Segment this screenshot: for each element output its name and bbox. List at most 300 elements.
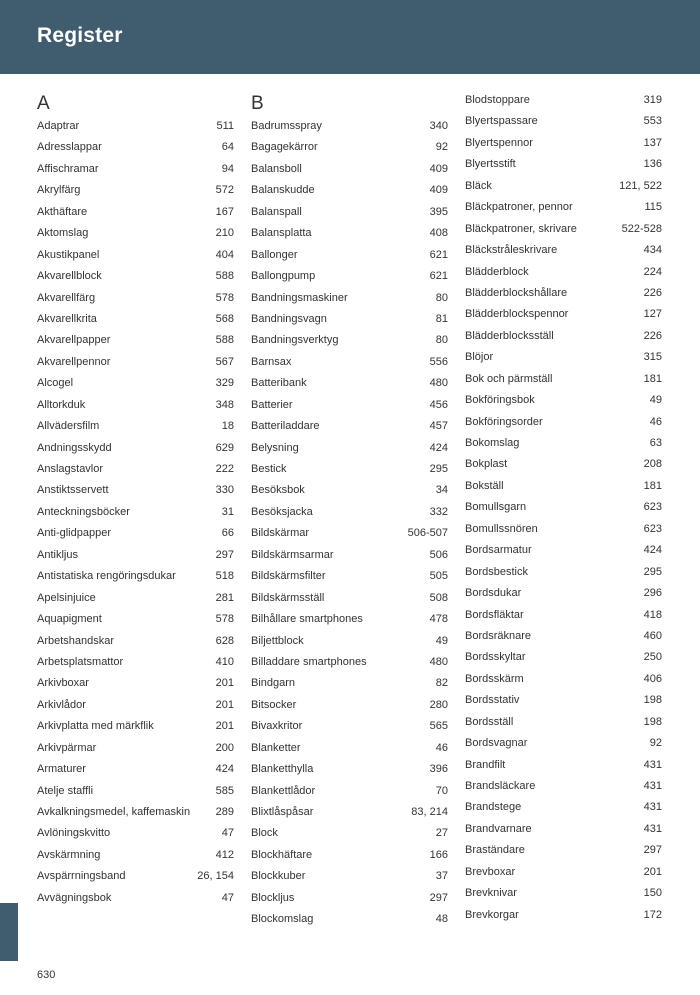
index-page-ref: 395 [429,205,448,218]
index-term: Bokföringsorder [465,415,543,428]
index-entry [465,583,662,604]
index-page-ref: 621 [429,270,448,283]
index-term: Arbetshandskar [37,634,115,647]
index-entry [37,309,234,330]
index-page-ref: 553 [643,115,662,128]
index-entry [465,454,662,475]
index-page-ref: 49 [435,634,448,647]
index-page-ref: 81 [435,312,448,325]
index-entry [465,862,662,883]
index-page-ref: 418 [643,608,662,621]
index-page-ref: 198 [643,715,662,728]
index-page-ref: 297 [215,548,234,561]
index-entry [251,159,448,180]
index-page-ref: 506 [429,548,448,561]
index-page-ref: 431 [643,822,662,835]
index-term: Brandsläckare [465,780,536,792]
index-term: Arkivplatta med märkflik [37,720,154,733]
index-entry [465,626,662,647]
index-term: Brevboxar [465,865,516,878]
index-page-ref: 48 [435,913,448,926]
index-term: Bordsarmatur [465,544,532,557]
index-entry [251,438,448,459]
index-page-ref: 567 [215,355,234,368]
index-entry [465,883,662,904]
index-page-ref: 115 [644,201,662,214]
index-term: Alcogel [37,377,74,390]
index-page-ref: 66 [221,527,234,540]
index-term: Bomullssnören [465,522,538,535]
index-page-ref: 80 [435,291,448,304]
index-term: Avlöningskvitto [37,827,111,840]
index-page-ref: 49 [649,394,662,407]
index-page-ref: 295 [643,565,662,578]
index-page-ref: 623 [643,522,662,535]
index-term: Atelje staffli [37,784,94,797]
index-page-ref: 406 [643,672,662,685]
index-page-ref: 201 [215,698,234,711]
index-term: Brandvarnare [465,822,532,835]
index-term: Adaptrar [37,120,80,132]
index-entry [465,347,662,368]
index-entry [37,352,234,373]
index-page-ref: 431 [643,780,662,792]
index-term: Bildskärmsfilter [251,570,326,583]
index-page-ref: 431 [643,801,662,814]
index-page-ref: 181 [643,372,662,385]
section-letter: A [37,93,50,114]
index-term: Brandstege [465,801,522,814]
index-term: Bandningsverktyg [251,334,339,347]
index-page-ref: 47 [221,827,234,840]
index-term: Akvarellblock [37,270,102,283]
index-term: Antikljus [37,548,78,561]
index-page-ref: 201 [215,677,234,690]
index-entry [37,159,234,180]
index-page-ref: 224 [643,265,662,278]
index-entry [465,197,662,218]
index-term: Bagagekärror [251,141,318,154]
index-page-ref: 250 [643,651,662,664]
index-term: Bordsbestick [465,565,528,578]
index-term: Blyertspassare [465,115,538,128]
index-entry [465,690,662,711]
index-page-ref: 226 [643,286,662,299]
index-entry [251,502,448,523]
index-page-ref: 588 [215,334,234,347]
index-term: Armaturer [37,763,86,776]
index-term: Blanketter [251,741,301,754]
index-entry [37,202,234,223]
index-page-ref: 47 [221,891,234,904]
index-term: Blöjor [465,351,494,364]
index-entry [465,733,662,754]
index-term: Blädderblockshållare [465,286,568,299]
index-term: Blädderblock [465,265,529,278]
index-term: Bindgarn [251,677,296,690]
index-page-ref: 46 [649,415,662,428]
index-entry [37,888,234,909]
index-entry [37,609,234,630]
index-entry [251,738,448,759]
index-entry [465,776,662,797]
index-entry [37,266,234,287]
index-entry [251,888,448,909]
index-term: Avskärmning [37,848,101,861]
index-term: Bok och pärmställ [465,372,553,385]
index-term: Blädderblockspennor [465,308,569,321]
index-page-ref: 508 [429,591,448,604]
index-entry [37,631,234,652]
index-page-ref: 80 [435,334,448,347]
index-entry [465,326,662,347]
index-page-ref: 409 [429,162,448,175]
index-page-ref: 556 [429,355,448,368]
index-term: Batterier [251,398,293,411]
index-page-ref: 478 [429,613,448,626]
index-entry [465,519,662,540]
index-term: Anti-glidpapper [37,527,111,540]
index-term: Akthäftare [37,205,88,218]
index-page-ref: 127 [643,308,662,321]
index-page-ref: 568 [215,312,234,325]
index-entry [251,545,448,566]
index-entry [251,588,448,609]
index-entry [37,845,234,866]
index-entry [251,609,448,630]
index-term: Bläckpatroner, skrivare [465,222,577,235]
index-term: Bestick [251,463,287,475]
index-term: Alltorkduk [37,398,86,411]
index-term: Apelsinjuice [37,591,96,604]
index-term: Anstiktsservett [37,484,109,497]
index-entry [37,823,234,844]
index-term: Besöksbok [251,484,305,497]
index-entry [465,369,662,390]
index-entry [251,266,448,287]
index-page-ref: 480 [429,655,448,668]
index-term: Block [251,827,278,840]
index-term: Balanskudde [251,184,315,197]
index-page-ref: 424 [429,441,448,454]
index-page-ref: 348 [215,398,234,411]
index-entry [251,866,448,887]
index-entry [251,781,448,802]
index-page-ref: 37 [435,870,448,883]
index-entry [465,562,662,583]
index-entry [465,133,662,154]
index-term: Bordsvagnar [465,737,528,750]
index-page-ref: 281 [215,591,234,604]
index-term: Akvarellfärg [37,291,96,304]
index-page-ref: 340 [429,120,448,132]
index-page-ref: 46 [435,741,448,754]
index-term: Blyertspennor [465,136,533,149]
index-term: Ballongpump [251,270,316,283]
index-term: Avspärrningsband [37,870,126,883]
index-term: Bildskärmar [251,527,310,540]
index-term: Blädderblocksställ [465,329,554,342]
index-entry [465,176,662,197]
index-entry [251,673,448,694]
page-title: Register [37,24,123,47]
index-page-ref: 460 [643,629,662,642]
index-entry [251,523,448,544]
index-term: Bordsstativ [465,694,520,707]
index-entry [37,588,234,609]
index-term: Blankettlådor [251,784,316,797]
index-term: Blockljus [251,891,295,904]
index-page-ref: 166 [429,848,448,861]
index-term: Arbetsplatsmattor [37,655,124,668]
index-entry [465,304,662,325]
index-page-ref: 208 [643,458,662,471]
index-entry [465,412,662,433]
index-term: Bilhållare smartphones [251,613,363,626]
index-term: Brevkorgar [465,908,519,921]
index-entry [37,673,234,694]
index-page-ref: 222 [215,463,234,475]
index-entry [251,909,448,930]
index-term: Balansplatta [251,227,312,240]
index-entry [465,283,662,304]
index-entry [251,459,448,480]
index-entry [465,840,662,861]
index-entry [465,755,662,776]
index-term: Blockkuber [251,870,306,883]
index-page-ref: 457 [429,420,448,433]
index-page-ref: 26, 154 [197,870,234,883]
index-entry [465,540,662,561]
index-term: Arkivboxar [37,677,89,690]
index-term: Akvarellpapper [37,334,111,347]
index-page-ref: 92 [649,737,662,750]
index-term: Adresslappar [37,141,102,154]
index-term: Balansboll [251,162,302,175]
index-entry [465,669,662,690]
index-entry [465,819,662,840]
index-page-ref: 578 [215,613,234,626]
index-page-ref: 226 [643,329,662,342]
index-entry [37,716,234,737]
index-page-ref: 83, 214 [411,806,448,818]
index-term: Arkivpärmar [37,741,97,754]
index-entry [37,652,234,673]
index-entry [37,395,234,416]
index-term: Bordsräknare [465,629,532,642]
index-term: Bläckstråleskrivare [465,244,558,257]
index-page-ref: 200 [215,741,234,754]
index-term: Bokföringsbok [465,394,535,407]
index-entry [37,523,234,544]
index-entry [251,223,448,244]
index-term: Bläckpatroner, pennor [465,201,573,214]
index-page-ref: 623 [643,501,662,514]
index-term: Braständare [465,844,525,857]
index-entry [251,631,448,652]
index-page-ref: 628 [215,634,234,647]
index-page-ref: 522-528 [621,222,662,235]
index-term: Akustikpanel [37,248,100,261]
index-entry [465,497,662,518]
index-entry [37,245,234,266]
index-page-ref: 506-507 [407,527,448,540]
index-page-ref: 201 [215,720,234,733]
index-entry [465,605,662,626]
index-entry [251,845,448,866]
index-entry [465,90,662,111]
index-page-ref: 511 [216,120,234,132]
index-page-ref: 629 [215,441,234,454]
index-page-ref: 588 [215,270,234,283]
index-page-ref: 572 [215,184,234,197]
index-page-ref: 332 [429,505,448,518]
index-page-ref: 518 [215,570,234,583]
side-tab-marker [0,903,18,961]
index-term: Bokställ [465,479,504,492]
index-page-ref: 18 [221,420,234,433]
index-page-ref: 31 [221,505,234,518]
index-page-ref: 34 [435,484,448,497]
index-entry [251,245,448,266]
index-term: Bomullsgarn [465,501,527,514]
index-term: Akrylfärg [37,184,81,197]
index-entry [37,695,234,716]
index-page-ref: 172 [643,908,662,921]
page-number: 630 [37,969,56,981]
index-page-ref: 329 [215,377,234,390]
index-term: Bitsocker [251,698,297,711]
index-page-ref: 201 [643,865,662,878]
index-entry [37,330,234,351]
section-letter: B [251,93,264,114]
index-entry [37,180,234,201]
index-term: Affischramar [37,162,99,175]
index-entry [37,416,234,437]
index-page-ref: 505 [429,570,448,583]
index-page-ref: 181 [643,479,662,492]
index-term: Avvägningsbok [37,891,112,904]
index-term: Anteckningsböcker [37,505,130,518]
index-term: Blockomslag [251,913,314,926]
index-page-ref: 150 [643,887,662,900]
index-column-a [37,92,234,909]
index-term: Akvarellkrita [37,312,97,325]
index-entry [251,416,448,437]
index-entry [37,438,234,459]
index-entry [37,137,234,158]
index-term: Balanspall [251,205,302,218]
index-term: Brandfilt [465,758,506,771]
index-term: Aquapigment [37,613,102,626]
index-term: Besöksjacka [251,505,313,518]
index-page-ref: 63 [649,437,662,449]
index-entry [251,180,448,201]
index-term: Bokplast [465,458,508,471]
index-entry [251,716,448,737]
index-entry [37,781,234,802]
index-page-ref: 434 [643,244,662,257]
index-term: Aktomslag [37,227,89,240]
index-term: Barnsax [251,355,292,368]
index-entry [37,116,234,137]
index-entry [251,566,448,587]
index-term: Blanketthylla [251,763,314,776]
index-page-ref: 424 [643,544,662,557]
index-entry [251,652,448,673]
index-page-ref: 137 [643,136,662,149]
index-entry [37,288,234,309]
index-page-ref: 296 [643,587,662,600]
index-page-ref: 412 [215,848,234,861]
index-entry [465,712,662,733]
index-term: Biljettblock [251,634,304,647]
index-term: Allvädersfilm [37,420,100,433]
index-page-ref: 167 [215,205,234,218]
index-term: Bildskärmsarmar [251,548,334,561]
index-entry [465,219,662,240]
index-entry [251,759,448,780]
index-entry [465,647,662,668]
index-page-ref: 27 [435,827,448,840]
index-entry [37,480,234,501]
index-page-ref: 64 [221,141,234,154]
index-page-ref: 480 [429,377,448,390]
index-entry [37,459,234,480]
index-term: Blixtlåspåsar [251,806,314,818]
index-entry [465,433,662,454]
index-page-ref: 319 [643,94,662,106]
index-page-ref: 585 [215,784,234,797]
index-term: Belysning [251,441,299,454]
index-term: Anslagstavlor [37,463,104,475]
index-entry [465,390,662,411]
index-term: Arkivlådor [37,698,86,711]
index-term: Bläck [465,179,492,192]
index-column-b-continued [465,90,662,926]
index-term: Ballonger [251,248,298,261]
index-term: Bordsskyltar [465,651,526,664]
index-term: Bildskärmsställ [251,591,325,604]
index-entry [251,802,448,823]
index-entry [37,223,234,244]
index-entry [37,738,234,759]
index-page-ref: 198 [643,694,662,707]
index-page-ref: 621 [429,248,448,261]
index-entry [251,309,448,330]
index-page-ref: 408 [429,227,448,240]
index-entry [37,373,234,394]
index-term: Bivaxkritor [251,720,303,733]
index-entry [251,137,448,158]
index-term: Akvarellpennor [37,355,111,368]
index-entry [37,866,234,887]
index-entry [465,262,662,283]
index-term: Bokomslag [465,437,520,449]
index-page-ref: 410 [215,655,234,668]
index-page-ref: 297 [643,844,662,857]
index-page-ref: 578 [215,291,234,304]
index-entry [251,395,448,416]
index-entry [465,154,662,175]
index-term: Avkalkningsmedel, kaffemaskin [37,806,191,818]
index-page-ref: 424 [215,763,234,776]
index-term: Brevknivar [465,887,517,900]
index-term: Bandningsvagn [251,312,327,325]
index-term: Andningsskydd [37,441,112,454]
index-term: Batteriladdare [251,420,320,433]
index-page-ref: 289 [215,806,234,818]
